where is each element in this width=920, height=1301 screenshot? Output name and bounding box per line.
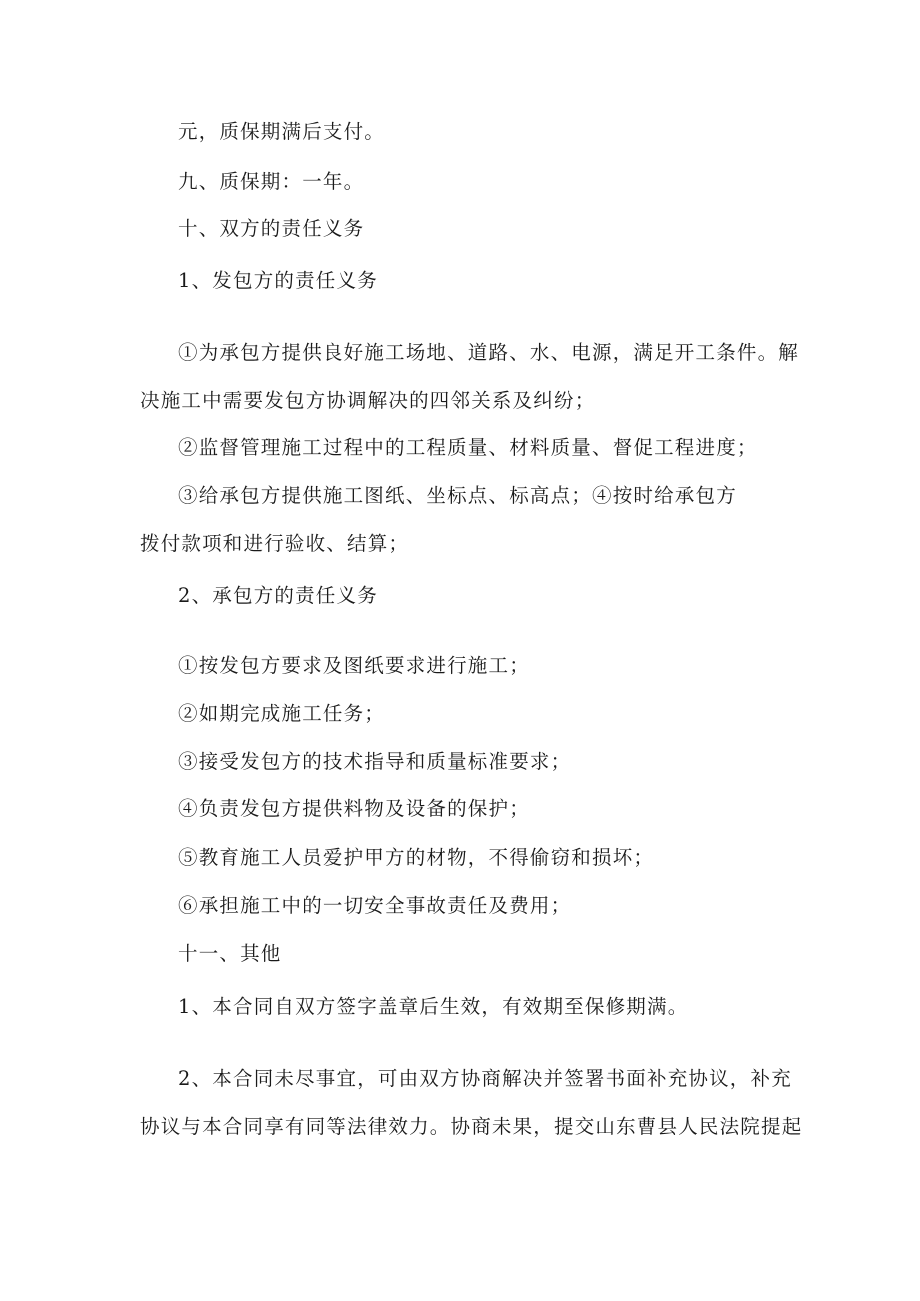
list-item-contractor-4: ④负责发包方提供料物及设备的保护； xyxy=(178,797,530,820)
subheading-contractor-obligations: 2、承包方的责任义务 xyxy=(178,584,378,607)
list-item-contractor-3: ③接受发包方的技术指导和质量标准要求； xyxy=(178,750,572,773)
list-item-employer-2: ②监督管理施工过程中的工程质量、材料质量、督促工程进度； xyxy=(178,436,758,459)
subheading-employer-obligations: 1、发包方的责任义务 xyxy=(178,269,378,292)
list-item-employer-3-4: ③给承包方提供施工图纸、坐标点、标高点；④按时给承包方 xyxy=(178,484,737,507)
list-item-contractor-1: ①按发包方要求及图纸要求进行施工； xyxy=(178,654,530,677)
clause-other-2-cont: 协议与本合同享有同等法律效力。协商未果，提交山东曹县人民法院提起 xyxy=(140,1115,803,1138)
heading-warranty-period: 九、质保期：一年。 xyxy=(178,170,365,193)
list-item-contractor-2: ②如期完成施工任务； xyxy=(178,702,386,725)
clause-other-2: 2、本合同未尽事宜，可由双方协商解决并签署书面补充协议，补充 xyxy=(178,1067,792,1090)
list-item-contractor-6: ⑥承担施工中的一切安全事故责任及费用； xyxy=(178,894,572,917)
heading-mutual-obligations: 十、双方的责任义务 xyxy=(178,217,365,240)
list-item-employer-4-cont: 拨付款项和进行验收、结算； xyxy=(140,532,410,555)
text-line-quality-payment: 元，质保期满后支付。 xyxy=(178,120,386,143)
list-item-employer-1: ①为承包方提供良好施工场地、道路、水、电源，满足开工条件。解 xyxy=(178,341,800,364)
clause-other-1: 1、本合同自双方签字盖章后生效，有效期至保修期满。 xyxy=(178,995,689,1018)
heading-other: 十一、其他 xyxy=(178,942,282,965)
list-item-employer-1-cont: 决施工中需要发包方协调解决的四邻关系及纠纷； xyxy=(140,389,596,412)
list-item-contractor-5: ⑤教育施工人员爱护甲方的材物，不得偷窃和损坏； xyxy=(178,846,655,869)
